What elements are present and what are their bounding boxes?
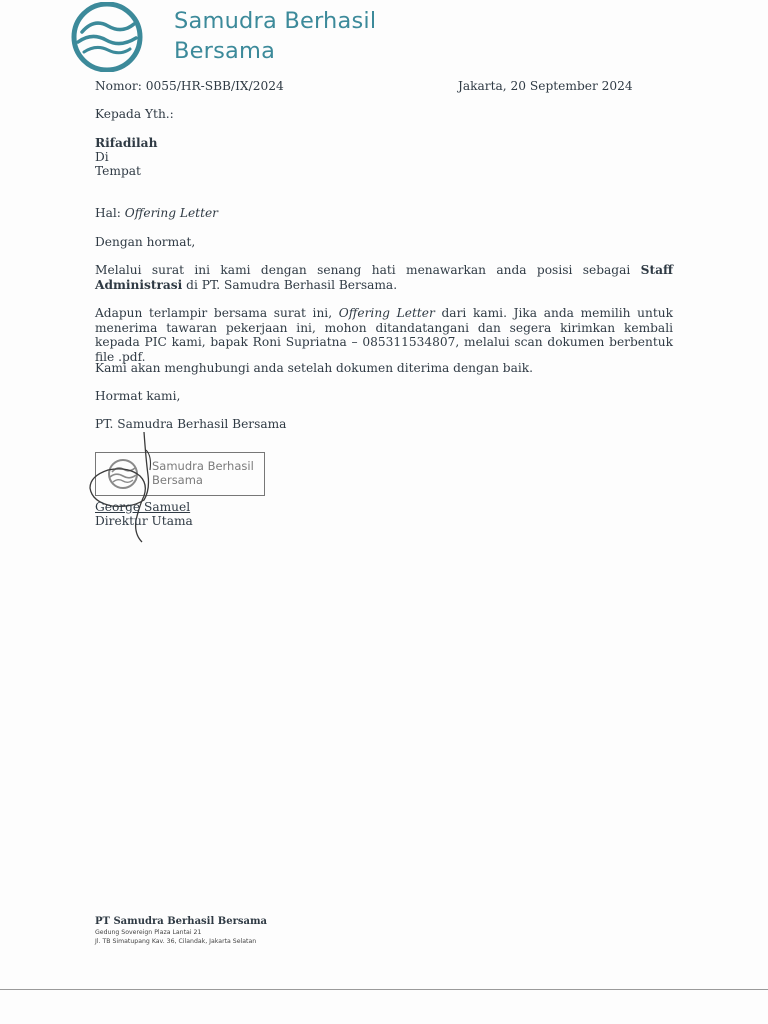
subject-label: Hal:: [95, 206, 125, 220]
brand-name: [174, 6, 376, 66]
paragraph-3: Kami akan menghubungi anda setelah dokumen diterima dengan baik.: [95, 361, 534, 375]
page-edge-line: [0, 989, 768, 990]
signer-title: Direktur Utama: [95, 514, 193, 528]
salutation: Dengan hormat,: [95, 235, 196, 249]
stamp-line-2: Bersama: [152, 473, 203, 487]
paragraph-1: [95, 263, 673, 292]
to-label: Kepada Yth.:: [95, 107, 174, 121]
footer-address-1: Gedung Sovereign Plaza Lantai 21: [95, 929, 202, 936]
paragraph-2: [95, 306, 673, 364]
stamp-line-1: Samudra Berhasil: [152, 459, 254, 473]
brand-line-1: Samudra Berhasil: [174, 8, 377, 34]
brand-line-2: Bersama: [174, 38, 276, 64]
signer-name: George Samuel: [95, 500, 191, 514]
company-name: PT. Samudra Berhasil Bersama: [95, 417, 287, 431]
subject-text: Offering Letter: [124, 206, 219, 220]
wave-circle-icon: [68, 2, 146, 72]
position-name: Staff Administrasi: [95, 263, 673, 292]
place-date: Jakarta, 20 September 2024: [458, 79, 633, 93]
paragraph-2-text-b: dari kami. Jika anda memilih untuk menerima tawaran pekerjaan ini, mohon ditandatangani dan segera kirimkan kembali kepada PIC kami, bapak Roni Supriatna – 085311534807, melalui scan dokumen berbentuk file .pdf.: [95, 306, 673, 364]
letter-number: Nomor: 0055/HR-SBB/IX/2024: [95, 79, 284, 93]
footer-company: PT Samudra Berhasil Bersama: [95, 916, 268, 927]
subject-line: [95, 206, 218, 220]
paragraph-1-text-b: di PT. Samudra Berhasil Bersama.: [182, 277, 398, 292]
recipient-name: Rifadilah: [95, 136, 158, 150]
paragraph-1-text-a: Melalui surat ini kami dengan senang hati menawarkan anda posisi sebagai: [95, 263, 641, 277]
closing: Hormat kami,: [95, 389, 181, 403]
recipient-line-3: Tempat: [95, 164, 141, 178]
footer-address-2: Jl. TB Simatupang Kav. 36, Cilandak, Jakarta Selatan: [95, 938, 257, 945]
paragraph-2-emphasis: Offering Letter: [338, 306, 435, 320]
recipient-line-2: Di: [95, 150, 109, 164]
letterhead: [68, 2, 428, 72]
paragraph-2-text-a: Adapun terlampir bersama surat ini,: [95, 306, 339, 320]
